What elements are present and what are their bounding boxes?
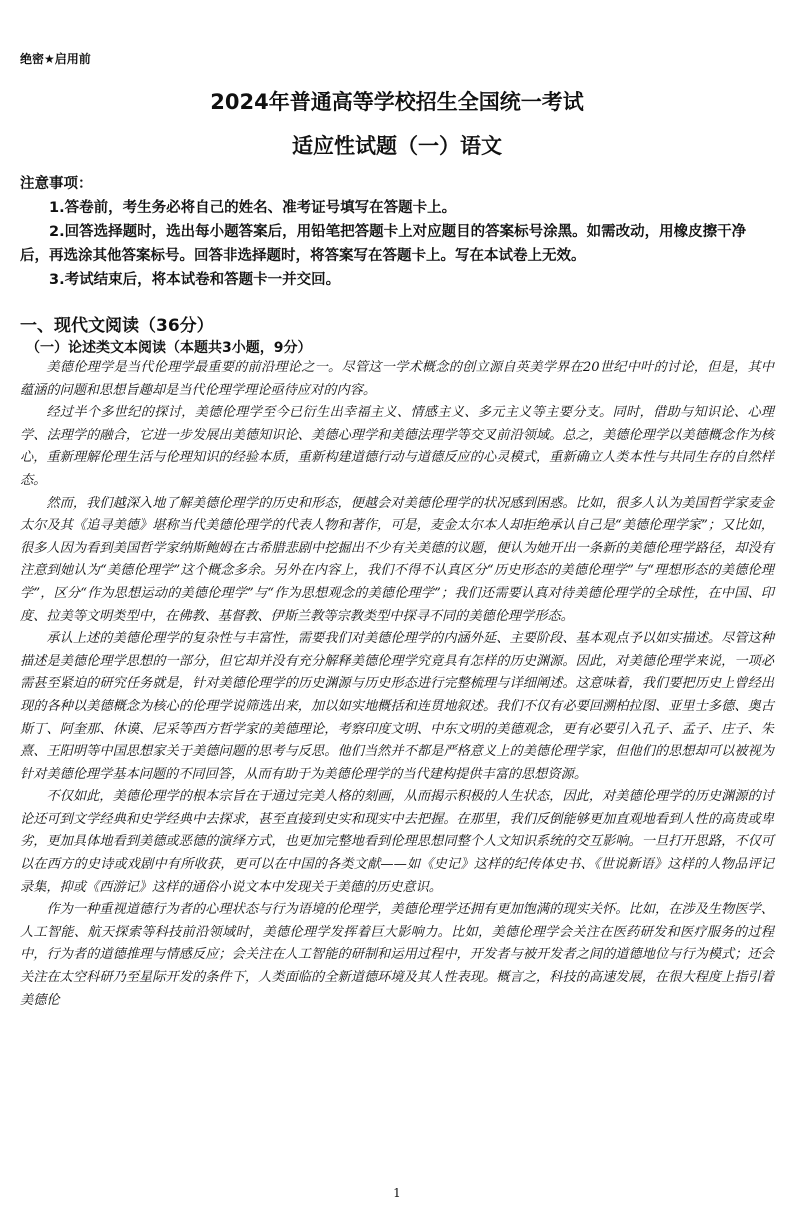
passage-paragraph: 然而，我们越深入地了解美德伦理学的历史和形态，便越会对美德伦理学的状况感到困惑。比如，很多人认为美国哲学家麦金太尔及其《追寻美德》堪称当代美德伦理学的代表人物和著作，可是，麦金太尔本人却拒绝承认自己是“美德伦理学家”；又比如，很多人因为看到美国哲学家纳斯鲍姆在古希腊悲剧中挖掘出不少有关美德的议题，便认为她开出一条新的美德伦理学路径，却没有注意到她认为“美德伦理学”这个概念多余。另外在内容上，我们不得不认真区分“历史形态的美德伦理学”与“理想形态的美德伦理学”，区分“作为思想运动的美德伦理学”与“作为思想观念的美德伦理学”；我们还需要认真对待美德伦理学的全球性，在中国、印度、拉美等文明类型中，在佛教、基督教、伊斯兰教等宗教类型中探寻不同的美德伦理学形态。 bbox=[20, 495, 774, 624]
notes-block bbox=[20, 172, 774, 292]
passage-paragraph: 承认上述的美德伦理学的复杂性与丰富性，需要我们对美德伦理学的内涵外延、主要阶段、基本观点予以如实描述。尽管这种描述是美德伦理学思想的一部分，但它却并没有充分解释美德伦理学究竟具有怎样的历史渊源。因此，对美德伦理学来说，一项必需甚至紧迫的研究任务就是，针对美德伦理学的历史渊源与历史形态进行完整梳理与详细阐述。这意味着，我们要把历史上曾经出现的各种以美德概念为核心的伦理学说筛选出来，加以如实地概括和连贯地叙述。我们不仅有必要回溯柏拉图、亚里士多德、奥古斯丁、阿奎那、休谟、尼采等西方哲学家的美德理论，考察印度文明、中东文明的美德观念，更有必要引入孔子、孟子、庄子、朱熹、王阳明等中国思想家关于美德问题的思考与反思。他们当然并不都是严格意义上的美德伦理学家，但他们的思想却可以被视为针对美德伦理学基本问题的不同回答，从而有助于为美德伦理学的当代建构提供丰富的思想资源。 bbox=[20, 631, 774, 782]
exam-subtitle: 适应性试题（一）语文 bbox=[292, 134, 502, 158]
passage-paragraph: 不仅如此，美德伦理学的根本宗旨在于通过完美人格的刻画，从而揭示积极的人生状态，因此，对美德伦理学的历史渊源的讨论还可到文学经典和史学经典中去探求，甚至直接到史实和现实中去把握。在那里，我们反倒能够更加直观地看到人性的高贵或卑劣，更加具体地看到美德或恶德的演绎方式，也更加完整地看到伦理思想同整个人文知识系统的交互影响。一旦打开思路，不仅可以在西方的史诗或戏剧中有所收获，更可以在中国的各类文献——如《史记》这样的纪传体史书、《世说新语》这样的人物品评记录集，抑或《西游记》这样的通俗小说文本中发现关于美德的历史意识。 bbox=[20, 789, 774, 895]
notes-heading: 注意事项： bbox=[20, 176, 93, 192]
confidential-label: 绝密★启用前 bbox=[20, 52, 91, 66]
page-number: 1 bbox=[393, 1186, 401, 1200]
passage-paragraph: 作为一种重视道德行为者的心理状态与行为语境的伦理学，美德伦理学还拥有更加饱满的现实关怀。比如，在涉及生物医学、人工智能、航天探索等科技前沿领域时，美德伦理学发挥着巨大影响力。比如，美德伦理学会关注在医药研发和医疗服务的过程中，行为者的道德推理与情感反应；会关注在人工智能的研制和运用过程中，开发者与被开发者之间的道德地位与行为模式；还会关注在太空科研乃至星际开发的条件下，人类面临的全新道德环境及其人性表现。概言之，科技的高速发展，在很大程度上指引着美德伦 bbox=[20, 902, 774, 1008]
reading-passage bbox=[20, 357, 774, 1012]
passage-paragraph: 经过半个多世纪的探讨，美德伦理学至今已衍生出幸福主义、情感主义、多元主义等主要分支。同时，借助与知识论、心理学、法理学的融合，它进一步发展出美德知识论、美德心理学和美德法理学等交叉前沿领域。总之，美德伦理学以美德概念作为核心，重新理解伦理生活与伦理知识的经验本质，重新构建道德行动与道德反应的心灵模式，重新确立人类本性与共同生存的自然样态。 bbox=[20, 405, 774, 488]
note-item: 2.回答选择题时，选出每小题答案后，用铅笔把答题卡上对应题目的答案标号涂黑。如需改动，用橡皮擦干净后，再选涂其他答案标号。回答非选择题时，将答案写在答题卡上。写在本试卷上无效。 bbox=[20, 224, 747, 264]
section-subtitle: （一）论述类文本阅读（本题共3小题，9分） bbox=[26, 340, 312, 356]
section-title: 一、现代文阅读（36分） bbox=[20, 316, 214, 336]
passage-paragraph: 美德伦理学是当代伦理学最重要的前沿理论之一。尽管这一学术概念的创立源自英美学界在20世纪中叶的讨论，但是，其中蕴涵的问题和思想旨趣却是当代伦理学理论亟待应对的内容。 bbox=[20, 360, 774, 398]
exam-title: 2024年普通高等学校招生全国统一考试 bbox=[210, 90, 584, 114]
note-item: 1.答卷前，考生务必将自己的姓名、准考证号填写在答题卡上。 bbox=[49, 200, 457, 216]
note-item: 3.考试结束后，将本试卷和答题卡一并交回。 bbox=[49, 272, 341, 288]
